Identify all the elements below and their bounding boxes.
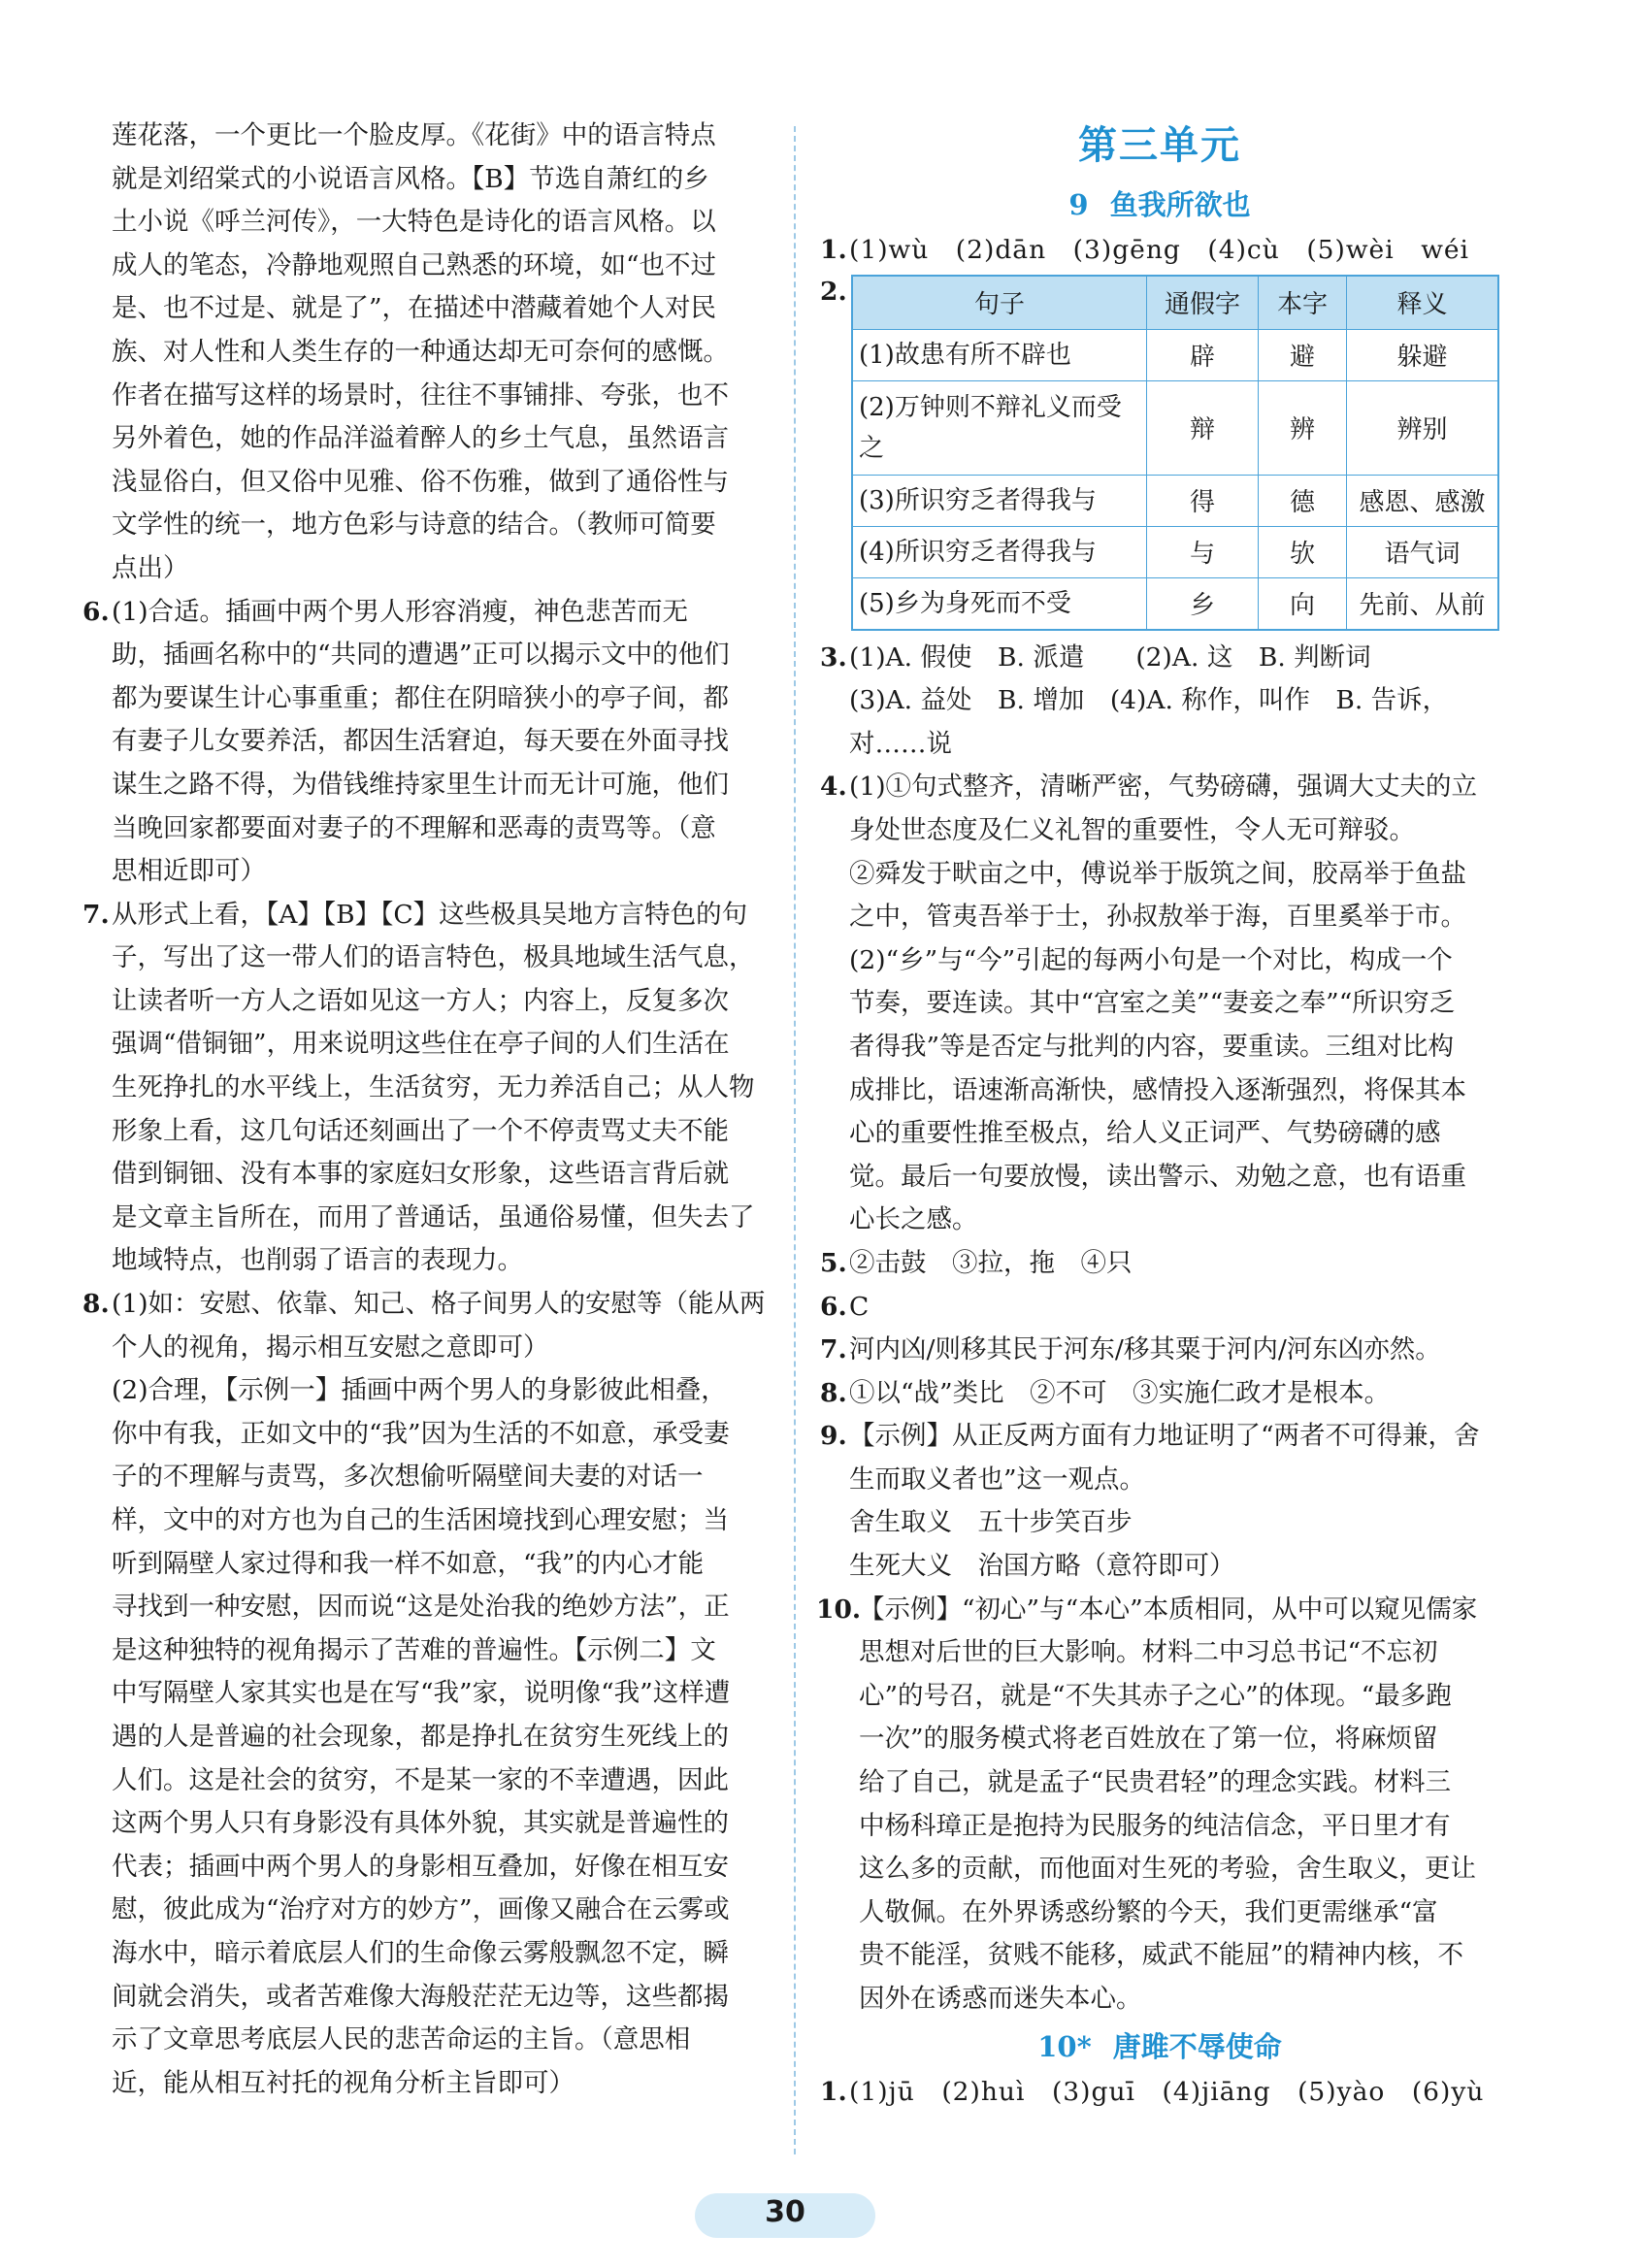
table-cell: 得 [1147,475,1259,526]
answer-number: 6. [820,1291,847,1322]
table-cell: (3)所识穷乏者得我与 [852,475,1147,526]
table-cell: 与 [1147,526,1259,577]
lesson-number: 10* [1037,2029,1092,2063]
table-header: 本字 [1259,276,1347,330]
table-cell: (5)乡为身死而不受 [852,577,1147,630]
lesson-name: 鱼我所欲也 [1109,188,1251,221]
answer-6: 6. (1)合适。插画中两个男人形容消瘦，神色悲苦而无 助，插画名称中的“共同的遭遇”正可以揭示文中的他们 都为要谋生计心事重重；都住在阴暗狭小的亭子间，都 有妻子儿女要养活，都因生活窘迫，每天要在外面寻找 谋生之路不得，为借钱维持家里生计而无计可施，他们 当晚回家都要面对妻子的不理解和恶毒的责骂等。（意 思相近即可） [82,591,772,894]
answer-number: 7. [820,1334,847,1365]
answer-8: 8. (1)如：安慰、依靠、知己、格子间男人的安慰等（能从两 个人的视角，揭示相互安慰之意即可） (2)合理，【示例一】插画中两个男人的身影彼此相叠， 你中有我，正如文中的“我”因为生活的不如意，承受妻 子的不理解与责骂，多次想偷听隔壁间夫妻的对话一 样，文中的对方也为自己的生活困境找到心理安慰；当 听到隔壁人家过得和我一样不如意，“我”的内心才能 寻找到一种安慰，因而说“这是处治我的绝妙方法”，正 是这种独特的视角揭示了苦难的普遍性。【示例二】文 中写隔壁人家其实也是在写“我”家，说明像“我”这样遭 遇的人是普遍的社会现象，都是挣扎在贫穷生死线上的 人们。这是社会的贫穷，不是某一家的不幸遭遇，因此 这两个男人只有身影没有具体外貌，其实就是普遍性的 代表；插画中两个男人的身影相互叠加，好像在相互安 慰，彼此成为“治疗对方的妙方”，画像又融合在云雾或 海水中，暗示着底层人们的生命像云雾般飘忽不定，瞬 间就会消失，或者苦难像大海般茫茫无边等，这些都揭 示了文章思考底层人民的悲苦命运的主旨。（意思相 近，能从相互衬托的视角分析主旨即可） [82,1283,772,2105]
table-header: 句子 [852,276,1147,330]
table-cell: (2)万钟则不辩礼义而受之 [852,380,1147,475]
table-cell: 语气词 [1347,526,1499,577]
left-column [82,115,772,2105]
table-cell: 躲避 [1347,329,1499,380]
table-cell: 乡 [1147,577,1259,630]
tongjiazi-table [851,275,1499,631]
table-cell: 欤 [1259,526,1347,577]
table-cell: 辩 [1147,380,1259,475]
l9-answer-2 [820,275,1499,631]
l9-answer-7: 7. 河内凶/则移其民于河东/移其粟于河内/河东凶亦然。 [820,1329,1499,1372]
table-row [852,380,1498,475]
answer-number: 5. [820,1247,847,1278]
answer-7: 7. 从形式上看，【A】【B】【C】这些极具吴地方言特色的句 子，写出了这一带人们的语言特色，极具地域生活气息， 让读者听一方人之语如见这一方人；内容上，反复多次 强调“借铜钿”，用来说明这些住在亭子间的人们生活在 生死挣扎的水平线上，生活贫穷，无力养活自己；从人物 形象上看，这几句话还刻画出了一个不停责骂丈夫不能 借到铜钿、没有本事的家庭妇女形象，这些语言背后就 是文章主旨所在，而用了普通话，虽通俗易懂，但失去了 地域特点，也削弱了语言的表现力。 [82,894,772,1283]
l9-answer-3: 3. (1)A. 假使 B. 派遣 (2)A. 这 B. 判断词 (3)A. 益处 B. 增加 (4)A. 称作，叫作 B. 告诉， 对……说 [820,637,1499,767]
l10-answer-1: 1. (1)jū (2)huì (3)guī (4)jiāng (5)yào (6)yù [820,2071,1499,2115]
table-row [852,329,1498,380]
answer-number: 6. [82,596,110,627]
answer-number: 1. [820,235,847,265]
answer-number: 7. [82,899,110,930]
answer-number: 9. [820,1421,847,1452]
table-cell: 辨别 [1347,380,1499,475]
right-column [816,97,1499,2114]
l9-answer-8: 8. ①以“战”类比 ②不可 ③实施仁政才是根本。 [820,1372,1499,1416]
unit-title: 第三单元 [1078,123,1241,168]
l9-answer-4: 4. (1)①句式整齐，清晰严密，气势磅礴，强调大丈夫的立 身处世态度及仁义礼智的重要性，令人无可辩驳。 ②舜发于畎亩之中，傅说举于版筑之间，胶鬲举于鱼盐 之中，管夷吾举于士，孙叔敖举于海，百里奚举于市。 (2)“乡”与“今”引起的每两小句是一个对比，构成一个 节奏，要连读。其中“宫室之美”“妻妾之奉”“所识穷乏 者得我”等是否定与批判的内容，要重读。三组对比构 成排比，语速渐高渐快，感情投入逐渐强烈，将保其本 心的重要性推至极点，给人义正词严、气势磅礴的感 觉。最后一句要放慢，读出警示、劝勉之意，也有语重 心长之感。 [820,766,1499,1242]
l9-answer-9: 9. 【示例】从正反两方面有力地证明了“两者不可得兼，舍 生而取义者也”这一观点。 舍生取义 五十步笑百步 生死大义 治国方略（意符即可） [820,1415,1499,1588]
table-row [852,577,1498,630]
table-cell: 辨 [1259,380,1347,475]
lesson-10-title [820,2025,1499,2065]
lesson-name: 唐雎不辱使命 [1112,2029,1282,2063]
answer-number: 4. [820,772,847,803]
answer-number: 8. [820,1377,847,1408]
table-cell: 向 [1259,577,1347,630]
table-cell: 避 [1259,329,1347,380]
answer-number: 2. [820,276,847,307]
lesson-9-title [820,183,1499,223]
table-row [852,475,1498,526]
intro-paragraph: 莲花落，一个更比一个脸皮厚。《花街》中的语言特点 就是刘绍棠式的小说语言风格。【B】节选自萧红的乡 土小说《呼兰河传》，一大特色是诗化的语言风格。以 成人的笔态，冷静地观照自己熟悉的环境，如“也不过 是、也不过是、就是了”，在描述中潜藏着她个人对民 族、对人性和人类生存的一种通达却无可奈何的感慨。 作者在描写这样的场景时，往往不事铺排、夸张，也不 另外着色，她的作品洋溢着醉人的乡土气息，虽然语言 浅显俗白，但又俗中见雅、俗不伤雅，做到了通俗性与 文学性的统一，地方色彩与诗意的结合。（教师可简要 点出） [112,120,729,583]
table-cell: 辟 [1147,329,1259,380]
answer-number: 8. [82,1289,110,1320]
answer-number: 10. [816,1594,862,1625]
table-cell: 德 [1259,475,1347,526]
table-header: 释义 [1347,276,1499,330]
page-number: 30 [765,2195,805,2229]
lesson-number: 9 [1068,188,1089,221]
column-divider [794,126,796,2154]
answer-number: 3. [820,641,847,673]
l9-answer-10: 10. 【示例】“初心”与“本心”本质相同，从中可以窥见儒家 思想对后世的巨大影响。材料二中习总书记“不忘初 心”的号召，就是“不失其赤子之心”的体现。“最多跑 一次”的服务模式将老百姓放在了第一位，将麻烦留 给了自己，就是孟子“民贵君轻”的理念实践。材料三 中杨科璋正是抱持为民服务的纯洁信念，平日里才有 这么多的贡献，而他面对生死的考验，舍生取义，更让 人敬佩。在外界诱惑纷繁的今天，我们更需继承“富 贵不能淫，贫贱不能移，威武不能屈”的精神内核，不 因外在诱惑而迷失本心。 [820,1589,1499,2021]
l9-answer-5: 5. ②击鼓 ③拉，拖 ④只 [820,1242,1499,1286]
table-cell: 感恩、感激 [1347,475,1499,526]
table-header: 通假字 [1147,276,1259,330]
table-cell: (1)故患有所不辟也 [852,329,1147,380]
answer-number: 1. [820,2076,847,2107]
table-cell: (4)所识穷乏者得我与 [852,526,1147,577]
l9-answer-1: 1. (1)wù (2)dān (3)gēng (4)cù (5)wèi wéi [820,229,1499,273]
table-row [852,526,1498,577]
table-header-row [852,276,1498,330]
l9-answer-6: 6. C [820,1286,1499,1330]
table-cell: 先前、从前 [1347,577,1499,630]
